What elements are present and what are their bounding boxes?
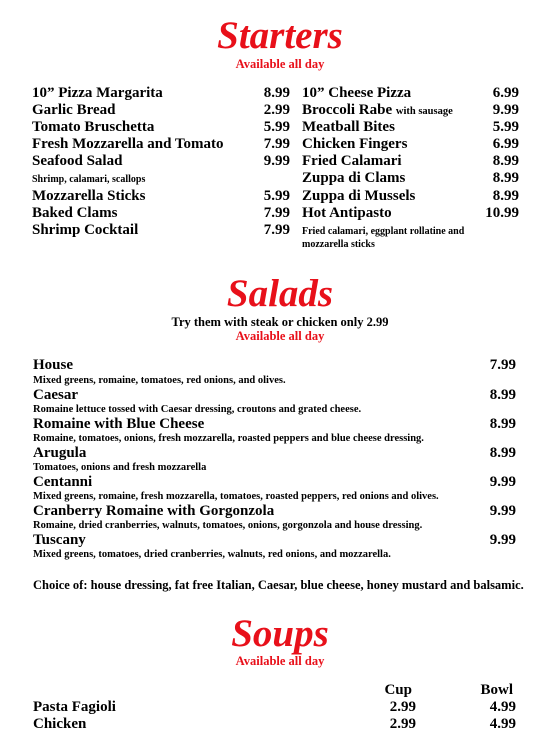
- item-price: 7.99: [263, 222, 290, 238]
- item-price: 8.99: [492, 153, 519, 169]
- item-name: Baked Clams: [32, 205, 118, 221]
- item-description: Mixed greens, romaine, tomatoes, red onions, and olives.: [33, 375, 286, 386]
- item-name: Meatball Bites: [302, 119, 395, 135]
- item-price: 8.99: [263, 85, 290, 101]
- cup-price: 2.99: [389, 699, 416, 715]
- starters-title: Starters: [217, 14, 343, 57]
- dressing-note: Choice of: house dressing, fat free Italian, Caesar, blue cheese, honey mustard and balsamic.: [33, 578, 524, 592]
- column-header-cup: Cup: [384, 682, 412, 698]
- starters-availability: Available all day: [235, 57, 325, 71]
- item-note: mozzarella sticks: [302, 239, 375, 250]
- item-name: Seafood Salad: [32, 153, 123, 169]
- item-price: 7.99: [263, 205, 290, 221]
- item-price: 6.99: [492, 85, 519, 101]
- item-price: 8.99: [489, 387, 516, 403]
- item-name-suffix: with sausage: [395, 106, 453, 117]
- item-name: Tuscany: [33, 532, 86, 548]
- item-description: Romaine, tomatoes, onions, fresh mozzarella, roasted peppers and blue cheese dressing.: [33, 433, 424, 444]
- item-name: Fried Calamari: [302, 153, 402, 169]
- item-price: 5.99: [263, 188, 290, 204]
- item-name: House: [33, 357, 74, 373]
- item-description: Mixed greens, tomatoes, dried cranberries, walnuts, red onions, and mozzarella.: [33, 549, 391, 560]
- item-name: Shrimp Cocktail: [32, 222, 139, 238]
- item-name-text: Broccoli Rabe: [302, 102, 393, 118]
- item-name: Centanni: [33, 474, 93, 490]
- item-name: Fresh Mozzarella and Tomato: [32, 136, 224, 152]
- item-price: 8.99: [492, 188, 519, 204]
- item-price: 7.99: [489, 357, 516, 373]
- item-description: Tomatoes, onions and fresh mozzarella: [33, 462, 207, 473]
- item-name: Zuppa di Mussels: [302, 188, 416, 204]
- item-price: 8.99: [489, 416, 516, 432]
- item-name: Garlic Bread: [32, 102, 116, 118]
- bowl-price: 4.99: [489, 716, 516, 732]
- cup-price: 2.99: [389, 716, 416, 732]
- item-name: Tomato Bruschetta: [32, 119, 155, 135]
- item-price: 9.99: [492, 102, 519, 118]
- item-price: 8.99: [492, 170, 519, 186]
- column-header-bowl: Bowl: [480, 682, 513, 698]
- item-name: [302, 102, 453, 120]
- item-name: 10” Pizza Margarita: [32, 85, 163, 101]
- item-price: 5.99: [492, 119, 519, 135]
- item-name: Romaine with Blue Cheese: [33, 416, 205, 432]
- item-name: Mozzarella Sticks: [32, 188, 146, 204]
- item-description: Romaine, dried cranberries, walnuts, tomatoes, onions, gorgonzola and house dressing.: [33, 520, 423, 531]
- bowl-price: 4.99: [489, 699, 516, 715]
- item-name: Hot Antipasto: [302, 205, 392, 221]
- item-description: Romaine lettuce tossed with Caesar dressing, croutons and grated cheese.: [33, 404, 362, 415]
- item-description: Mixed greens, romaine, fresh mozzarella, tomatoes, roasted peppers, red onions and olives.: [33, 491, 439, 502]
- item-name: Chicken: [33, 716, 87, 732]
- item-price: 7.99: [263, 136, 290, 152]
- item-price: 5.99: [263, 119, 290, 135]
- item-name: 10” Cheese Pizza: [302, 85, 412, 101]
- item-name: Zuppa di Clams: [302, 170, 406, 186]
- soups-title: Soups: [231, 612, 329, 655]
- item-name: Chicken Fingers: [302, 136, 408, 152]
- item-name: Arugula: [33, 445, 87, 461]
- item-note: Shrimp, calamari, scallops: [32, 174, 146, 185]
- item-name: Caesar: [33, 387, 78, 403]
- item-price: 10.99: [485, 205, 519, 221]
- item-price: 9.99: [489, 532, 516, 548]
- item-price: 9.99: [263, 153, 290, 169]
- item-price: 8.99: [489, 445, 516, 461]
- item-note: Fried calamari, eggplant rollatine and: [302, 226, 465, 237]
- salads-availability: Available all day: [235, 329, 325, 343]
- item-price: 9.99: [489, 503, 516, 519]
- salads-title: Salads: [226, 272, 334, 315]
- item-name: Pasta Fagioli: [33, 699, 116, 715]
- soups-availability: Available all day: [235, 654, 325, 668]
- item-price: 6.99: [492, 136, 519, 152]
- salads-subtitle: Try them with steak or chicken only 2.99: [171, 315, 389, 329]
- item-name: Cranberry Romaine with Gorgonzola: [33, 503, 275, 519]
- item-price: 9.99: [489, 474, 516, 490]
- item-price: 2.99: [263, 102, 290, 118]
